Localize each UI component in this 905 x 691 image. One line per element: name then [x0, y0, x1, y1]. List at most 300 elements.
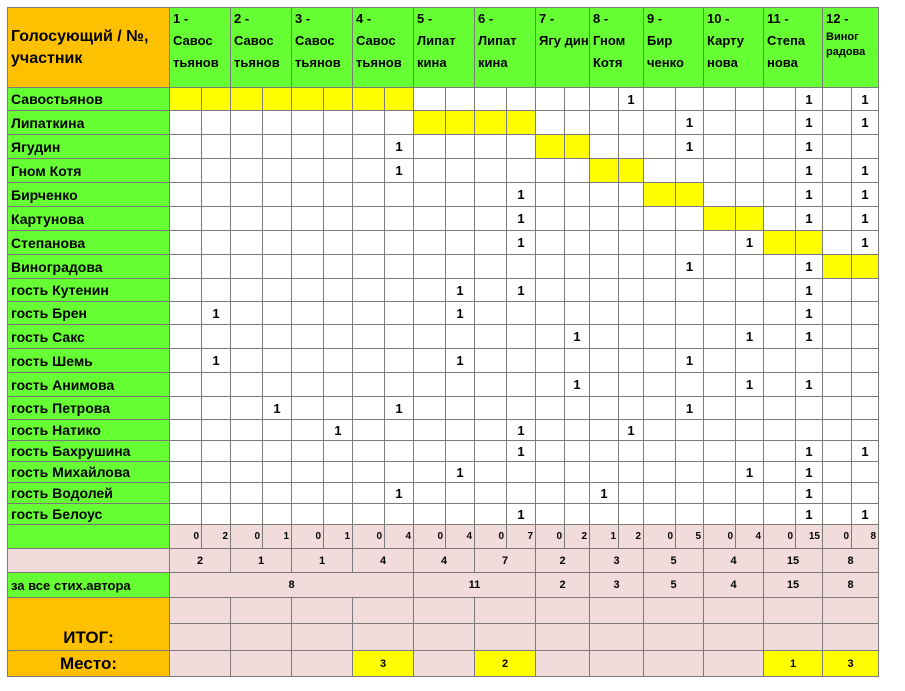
- participant-number: 2 -: [234, 11, 250, 26]
- vote-cell: [852, 279, 879, 302]
- vote-cell: [170, 420, 202, 441]
- vote-cell: 1: [676, 111, 704, 135]
- vote-cell: 1: [796, 373, 823, 397]
- vote-cell: [507, 483, 536, 504]
- vote-cell: [644, 207, 676, 231]
- vote-cell: 1: [507, 279, 536, 302]
- vote-cell: [475, 441, 507, 462]
- subtotal-row: [8, 525, 879, 549]
- vote-cell: 1: [796, 255, 823, 279]
- vote-cell: [231, 135, 263, 159]
- vote-cell: [475, 420, 507, 441]
- vote-cell: [823, 349, 852, 373]
- vote-cell: [676, 279, 704, 302]
- vote-cell: [170, 302, 202, 325]
- vote-cell: [536, 159, 565, 183]
- vote-cell: [736, 302, 764, 325]
- voter-name: Бирченко: [8, 183, 170, 207]
- vote-cell: [324, 255, 353, 279]
- vote-cell: [231, 231, 263, 255]
- participant-header: [170, 8, 231, 88]
- vote-cell: [704, 183, 736, 207]
- subtotal-cell: 2: [202, 525, 231, 549]
- vote-cell: 1: [202, 349, 231, 373]
- vote-cell: [676, 159, 704, 183]
- vote-cell: [644, 373, 676, 397]
- vote-cell: [644, 159, 676, 183]
- vote-cell: 1: [796, 183, 823, 207]
- vote-cell: [446, 483, 475, 504]
- vote-cell: [736, 183, 764, 207]
- vote-cell: [414, 207, 446, 231]
- vote-cell: [590, 255, 619, 279]
- vote-cell: [736, 88, 764, 111]
- itog-cell: [170, 624, 231, 651]
- vote-cell: [414, 349, 446, 373]
- vote-cell: [475, 483, 507, 504]
- vote-cell: 1: [446, 462, 475, 483]
- self-vote-cell: [852, 255, 879, 279]
- vote-cell: [170, 349, 202, 373]
- vote-cell: [263, 231, 292, 255]
- vote-cell: 1: [796, 159, 823, 183]
- voter-name: гость Михайлова: [8, 462, 170, 483]
- vote-cell: 1: [385, 135, 414, 159]
- vote-cell: [619, 302, 644, 325]
- vote-cell: 1: [565, 325, 590, 349]
- self-vote-cell: [263, 88, 292, 111]
- vote-cell: [324, 441, 353, 462]
- voter-row: [8, 183, 879, 207]
- vote-cell: [507, 373, 536, 397]
- itog-cell: [644, 624, 704, 651]
- vote-cell: [676, 302, 704, 325]
- vote-cell: [475, 504, 507, 525]
- voter-name: гость Кутенин: [8, 279, 170, 302]
- vote-cell: [764, 325, 796, 349]
- vote-cell: [414, 279, 446, 302]
- vote-cell: [353, 462, 385, 483]
- vote-cell: 1: [796, 111, 823, 135]
- vote-cell: [704, 397, 736, 420]
- vote-cell: [263, 135, 292, 159]
- totals-label-cell: [8, 549, 170, 573]
- vote-cell: [263, 159, 292, 183]
- vote-cell: [590, 397, 619, 420]
- vote-cell: [823, 279, 852, 302]
- vote-cell: [231, 397, 263, 420]
- self-vote-cell: [324, 88, 353, 111]
- vote-cell: [170, 483, 202, 504]
- vote-cell: [644, 420, 676, 441]
- vote-cell: [590, 88, 619, 111]
- self-vote-cell: [446, 111, 475, 135]
- vote-cell: [446, 159, 475, 183]
- vote-cell: [644, 231, 676, 255]
- vote-cell: [202, 135, 231, 159]
- self-vote-cell: [823, 255, 852, 279]
- vote-cell: 1: [796, 325, 823, 349]
- voter-name: Картунова: [8, 207, 170, 231]
- subtotal-cell: 1: [263, 525, 292, 549]
- vote-cell: [507, 325, 536, 349]
- vote-cell: [353, 231, 385, 255]
- vote-cell: [414, 373, 446, 397]
- vote-cell: [202, 279, 231, 302]
- place-cell: [170, 651, 231, 677]
- vote-cell: 1: [263, 397, 292, 420]
- self-vote-cell: [590, 159, 619, 183]
- vote-cell: [385, 504, 414, 525]
- vote-cell: [263, 420, 292, 441]
- vote-cell: [475, 349, 507, 373]
- self-vote-cell: [676, 183, 704, 207]
- vote-cell: [852, 462, 879, 483]
- participant-name: Виног радова: [826, 31, 866, 58]
- total-cell: 7: [475, 549, 536, 573]
- vote-cell: 1: [507, 183, 536, 207]
- vote-cell: [704, 349, 736, 373]
- self-vote-cell: [536, 135, 565, 159]
- vote-cell: [676, 462, 704, 483]
- vote-cell: 1: [446, 279, 475, 302]
- self-vote-cell: [764, 231, 796, 255]
- vote-cell: [590, 302, 619, 325]
- vote-cell: [170, 462, 202, 483]
- vote-cell: [231, 302, 263, 325]
- vote-cell: [507, 462, 536, 483]
- vote-cell: [475, 159, 507, 183]
- vote-cell: [324, 504, 353, 525]
- vote-cell: [414, 231, 446, 255]
- vote-cell: [736, 255, 764, 279]
- participant-number: 6 -: [478, 11, 494, 26]
- vote-cell: [565, 397, 590, 420]
- vote-cell: [764, 373, 796, 397]
- vote-cell: [292, 325, 324, 349]
- itog-cell: [823, 598, 879, 624]
- vote-cell: [590, 279, 619, 302]
- vote-cell: [231, 373, 263, 397]
- itog-cell: [704, 598, 764, 624]
- vote-cell: [324, 483, 353, 504]
- participant-name: Ягу дин: [539, 33, 589, 48]
- vote-cell: [263, 207, 292, 231]
- voter-name: гость Петрова: [8, 397, 170, 420]
- vote-cell: [590, 135, 619, 159]
- vote-cell: [263, 462, 292, 483]
- vote-cell: 1: [796, 88, 823, 111]
- vote-cell: [414, 255, 446, 279]
- vote-cell: [263, 302, 292, 325]
- vote-cell: [263, 255, 292, 279]
- vote-cell: [823, 373, 852, 397]
- subtotal-cell: 0: [170, 525, 202, 549]
- voter-name: гость Белоус: [8, 504, 170, 525]
- vote-cell: 1: [736, 373, 764, 397]
- vote-cell: [536, 373, 565, 397]
- vote-cell: [590, 231, 619, 255]
- vote-cell: [414, 88, 446, 111]
- vote-cell: 1: [852, 207, 879, 231]
- vote-cell: [536, 462, 565, 483]
- vote-cell: 1: [676, 135, 704, 159]
- place-cell: 1: [764, 651, 823, 677]
- vote-cell: [353, 279, 385, 302]
- itog-cell: [292, 624, 353, 651]
- voter-name: гость Сакс: [8, 325, 170, 349]
- participant-number: 4 -: [356, 11, 372, 26]
- vote-cell: [565, 111, 590, 135]
- vote-cell: [823, 504, 852, 525]
- vote-cell: 1: [796, 504, 823, 525]
- vote-cell: [704, 441, 736, 462]
- subtotal-cell: 1: [590, 525, 619, 549]
- author-totals-row: [8, 573, 879, 598]
- participant-name: Липат кина: [478, 33, 517, 70]
- vote-cell: [852, 302, 879, 325]
- total-cell: 3: [590, 549, 644, 573]
- vote-cell: [385, 279, 414, 302]
- vote-cell: [446, 255, 475, 279]
- vote-cell: [823, 111, 852, 135]
- vote-cell: [764, 420, 796, 441]
- vote-cell: [619, 483, 644, 504]
- vote-cell: [536, 441, 565, 462]
- vote-cell: [292, 504, 324, 525]
- vote-cell: [676, 88, 704, 111]
- author-total-cell: 2: [536, 573, 590, 598]
- place-cell: 3: [823, 651, 879, 677]
- vote-cell: [263, 111, 292, 135]
- subtotal-cell: 4: [385, 525, 414, 549]
- vote-cell: [565, 159, 590, 183]
- total-cell: 5: [644, 549, 704, 573]
- itog-cell: [353, 598, 414, 624]
- vote-cell: [385, 441, 414, 462]
- itog-cell: [536, 598, 590, 624]
- vote-cell: [764, 441, 796, 462]
- vote-cell: [170, 373, 202, 397]
- vote-cell: [263, 325, 292, 349]
- vote-cell: [619, 325, 644, 349]
- vote-cell: [644, 111, 676, 135]
- participant-header: [764, 8, 823, 88]
- participant-number: 1 -: [173, 11, 189, 26]
- vote-cell: 1: [676, 349, 704, 373]
- vote-cell: [292, 420, 324, 441]
- place-cell: [292, 651, 353, 677]
- vote-cell: [536, 231, 565, 255]
- vote-cell: [852, 135, 879, 159]
- vote-cell: [231, 349, 263, 373]
- self-vote-cell: [736, 207, 764, 231]
- vote-cell: [507, 135, 536, 159]
- vote-cell: [353, 111, 385, 135]
- vote-cell: [644, 279, 676, 302]
- vote-cell: 1: [324, 420, 353, 441]
- vote-cell: [353, 302, 385, 325]
- vote-cell: [590, 504, 619, 525]
- participant-name: Липат кина: [417, 33, 456, 70]
- vote-cell: [446, 325, 475, 349]
- vote-cell: [676, 504, 704, 525]
- voter-name: гость Натико: [8, 420, 170, 441]
- vote-cell: [385, 462, 414, 483]
- vote-cell: [823, 420, 852, 441]
- vote-cell: [619, 397, 644, 420]
- vote-cell: [619, 255, 644, 279]
- vote-cell: 1: [796, 462, 823, 483]
- total-cell: 2: [536, 549, 590, 573]
- vote-cell: 1: [507, 504, 536, 525]
- vote-cell: [644, 504, 676, 525]
- vote-cell: [507, 159, 536, 183]
- vote-cell: [446, 441, 475, 462]
- place-cell: [704, 651, 764, 677]
- vote-cell: [263, 183, 292, 207]
- vote-cell: [852, 483, 879, 504]
- author-total-cell: 5: [644, 573, 704, 598]
- vote-cell: [704, 373, 736, 397]
- self-vote-cell: [565, 135, 590, 159]
- voter-row: [8, 207, 879, 231]
- vote-cell: [565, 483, 590, 504]
- vote-cell: [353, 207, 385, 231]
- vote-cell: [385, 207, 414, 231]
- vote-cell: [676, 207, 704, 231]
- vote-cell: [704, 325, 736, 349]
- vote-cell: 1: [852, 88, 879, 111]
- vote-cell: [446, 373, 475, 397]
- participant-header: [414, 8, 475, 88]
- voter-name: Липаткина: [8, 111, 170, 135]
- vote-cell: [764, 397, 796, 420]
- vote-cell: [202, 325, 231, 349]
- self-vote-cell: [507, 111, 536, 135]
- subtotal-cell: 0: [292, 525, 324, 549]
- vote-cell: [170, 441, 202, 462]
- participant-header: [475, 8, 536, 88]
- vote-cell: [736, 504, 764, 525]
- vote-cell: [565, 255, 590, 279]
- vote-cell: [231, 483, 263, 504]
- vote-cell: [475, 135, 507, 159]
- vote-cell: [202, 373, 231, 397]
- vote-cell: [536, 207, 565, 231]
- vote-cell: [736, 349, 764, 373]
- vote-cell: [565, 420, 590, 441]
- vote-cell: [590, 373, 619, 397]
- vote-cell: [385, 183, 414, 207]
- vote-cell: [231, 159, 263, 183]
- voter-row: [8, 483, 879, 504]
- voting-table: [7, 7, 879, 677]
- vote-cell: [704, 135, 736, 159]
- vote-cell: 1: [385, 159, 414, 183]
- self-vote-cell: [231, 88, 263, 111]
- vote-cell: [263, 373, 292, 397]
- self-vote-cell: [619, 159, 644, 183]
- vote-cell: [764, 183, 796, 207]
- vote-cell: [263, 349, 292, 373]
- vote-cell: [324, 279, 353, 302]
- itog-cell: [414, 598, 475, 624]
- vote-cell: [353, 504, 385, 525]
- vote-cell: [231, 111, 263, 135]
- itog-cell: [764, 624, 823, 651]
- vote-cell: [644, 302, 676, 325]
- vote-cell: [644, 349, 676, 373]
- vote-cell: [704, 279, 736, 302]
- vote-cell: [170, 111, 202, 135]
- vote-cell: [704, 255, 736, 279]
- vote-cell: [353, 483, 385, 504]
- vote-cell: [292, 183, 324, 207]
- subtotal-cell: 0: [475, 525, 507, 549]
- voter-row: [8, 349, 879, 373]
- vote-cell: [507, 302, 536, 325]
- author-total-cell: 11: [414, 573, 536, 598]
- vote-cell: [292, 255, 324, 279]
- vote-cell: [536, 302, 565, 325]
- total-cell: 8: [823, 549, 879, 573]
- vote-cell: 1: [852, 231, 879, 255]
- subtotal-cell: 2: [565, 525, 590, 549]
- voter-row: [8, 462, 879, 483]
- participant-name: Савос тьянов: [234, 33, 280, 70]
- itog-cell: [644, 598, 704, 624]
- vote-cell: [764, 349, 796, 373]
- vote-cell: [536, 483, 565, 504]
- voter-row: [8, 302, 879, 325]
- vote-cell: [676, 483, 704, 504]
- vote-cell: [292, 207, 324, 231]
- vote-cell: [292, 349, 324, 373]
- vote-cell: [823, 159, 852, 183]
- self-vote-cell: [644, 183, 676, 207]
- vote-cell: [446, 420, 475, 441]
- vote-cell: [764, 462, 796, 483]
- vote-cell: [446, 397, 475, 420]
- vote-cell: [324, 159, 353, 183]
- voter-name: Гном Котя: [8, 159, 170, 183]
- vote-cell: [823, 325, 852, 349]
- subtotal-cell: 4: [736, 525, 764, 549]
- vote-cell: [263, 441, 292, 462]
- vote-cell: [385, 231, 414, 255]
- vote-cell: [736, 420, 764, 441]
- vote-cell: [414, 135, 446, 159]
- vote-cell: [202, 462, 231, 483]
- vote-cell: [324, 135, 353, 159]
- voter-row: [8, 111, 879, 135]
- participant-name: Бир ченко: [647, 33, 684, 70]
- vote-cell: [823, 183, 852, 207]
- vote-cell: [475, 302, 507, 325]
- place-cell: [231, 651, 292, 677]
- participant-number: 8 -: [593, 11, 609, 26]
- voter-name: гость Анимова: [8, 373, 170, 397]
- vote-cell: 1: [676, 255, 704, 279]
- vote-cell: 1: [385, 483, 414, 504]
- participant-name: Карту нова: [707, 33, 745, 70]
- vote-cell: [170, 504, 202, 525]
- vote-cell: [565, 441, 590, 462]
- vote-cell: [704, 483, 736, 504]
- vote-cell: [324, 462, 353, 483]
- voter-name: гость Бахрушина: [8, 441, 170, 462]
